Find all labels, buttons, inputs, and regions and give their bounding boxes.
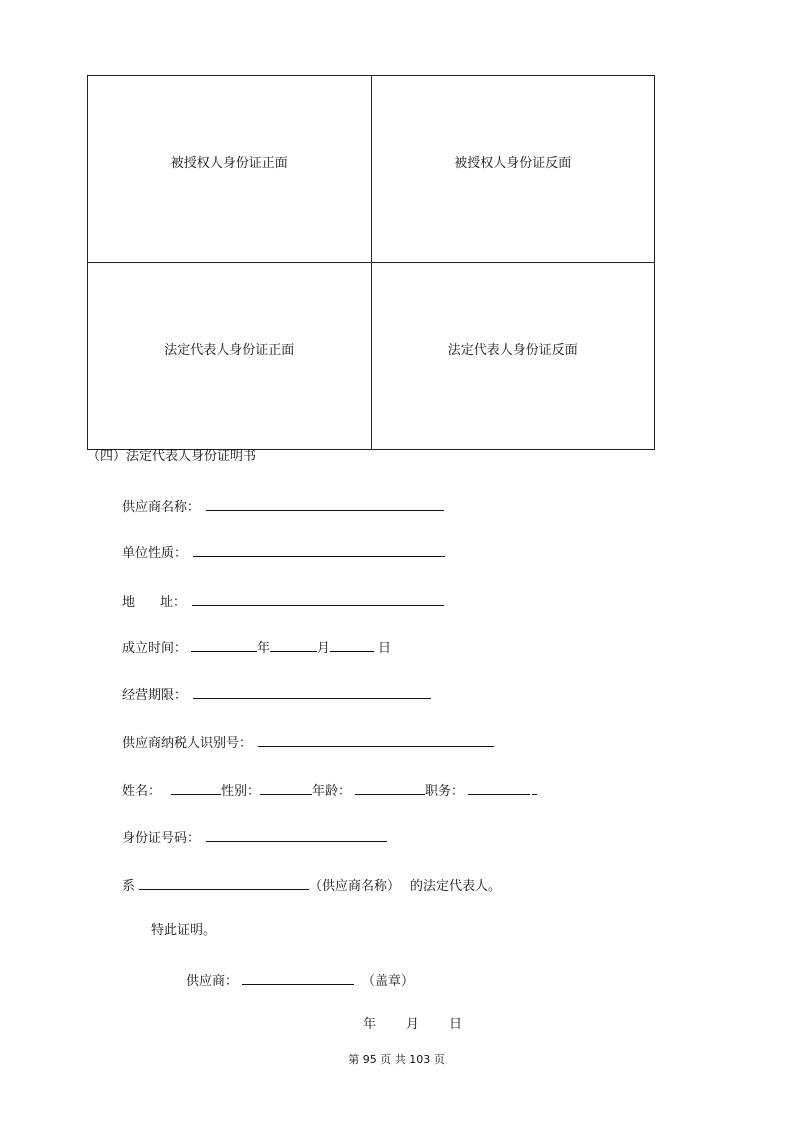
signature-row <box>186 970 414 990</box>
legal-rep-id-front-cell <box>88 263 372 450</box>
id-number-row <box>122 827 387 847</box>
signature-day: 日 <box>449 1017 463 1032</box>
id-number-blank[interactable] <box>206 827 387 842</box>
year-label: 年 <box>257 641 271 656</box>
tax-id-blank[interactable] <box>258 732 494 747</box>
address-label-char1: 地 <box>122 595 136 610</box>
address-label-char2: 址： <box>160 595 187 610</box>
legal-rep-statement-row <box>122 875 501 895</box>
authorized-id-back-cell <box>371 76 655 263</box>
footer-middle: 页 共 <box>380 1053 406 1066</box>
certify-text: 特此证明。 <box>151 923 217 938</box>
month-label: 月 <box>317 641 331 656</box>
unit-nature-blank[interactable] <box>193 542 445 557</box>
personal-info-row <box>122 780 537 800</box>
legal-rep-id-back-label: 法定代表人身份证反面 <box>447 342 578 358</box>
supplier-seal-blank[interactable] <box>242 970 354 985</box>
established-month-blank[interactable] <box>270 637 317 652</box>
footer-prefix: 第 <box>348 1053 360 1066</box>
signature-year: 年 <box>363 1017 377 1032</box>
tax-id-label: 供应商纳税人识别号： <box>122 736 253 751</box>
address-blank[interactable] <box>192 591 444 606</box>
unit-nature-row <box>122 542 445 562</box>
position-blank-tail <box>532 780 537 795</box>
address-row <box>122 591 444 611</box>
established-row <box>122 637 391 657</box>
legal-rep-id-front-label: 法定代表人身份证正面 <box>164 342 295 358</box>
legal-rep-id-back-cell <box>371 263 655 450</box>
id-photo-table <box>87 75 655 450</box>
age-label: 年龄： <box>312 784 352 799</box>
seal-label: （盖章） <box>362 974 415 989</box>
supplier-name-label: 供应商名称： <box>122 500 201 515</box>
name-blank[interactable] <box>171 780 221 795</box>
belongs-prefix: 系 <box>122 879 136 894</box>
gender-blank[interactable] <box>260 780 312 795</box>
established-year-blank[interactable] <box>191 637 257 652</box>
authorized-id-front-cell <box>88 76 372 263</box>
supplier-name-statement-blank[interactable] <box>139 875 309 890</box>
business-term-label: 经营期限： <box>122 688 188 703</box>
belongs-suffix: 的法定代表人。 <box>410 879 502 894</box>
signature-label: 供应商： <box>186 974 239 989</box>
footer-total-pages: 103 <box>409 1053 431 1066</box>
position-blank[interactable] <box>468 780 530 795</box>
footer-suffix: 页 <box>433 1053 445 1066</box>
footer-page-number: 95 <box>362 1053 377 1066</box>
unit-nature-label: 单位性质： <box>122 546 188 561</box>
authorized-id-front-label: 被授权人身份证正面 <box>170 155 288 171</box>
gender-label: 性别： <box>221 784 261 799</box>
supplier-name-row <box>122 496 444 516</box>
id-number-label: 身份证号码： <box>122 831 201 846</box>
business-term-row <box>122 684 431 704</box>
supplier-name-blank[interactable] <box>206 496 444 511</box>
tax-id-row <box>122 732 494 752</box>
established-label: 成立时间： <box>122 641 188 656</box>
page-footer <box>0 1051 793 1067</box>
name-label: 姓名： <box>122 784 162 799</box>
signature-date-row <box>363 1017 462 1033</box>
position-label: 职务： <box>425 784 465 799</box>
section-title: （四）法定代表人身份证明书 <box>87 449 257 464</box>
belongs-mid: （供应商名称） <box>309 879 401 894</box>
established-day-blank[interactable] <box>330 637 374 652</box>
business-term-blank[interactable] <box>193 684 431 699</box>
signature-month: 月 <box>406 1017 420 1032</box>
authorized-id-back-label: 被授权人身份证反面 <box>454 155 572 171</box>
day-label: 日 <box>378 641 392 656</box>
age-blank[interactable] <box>355 780 425 795</box>
